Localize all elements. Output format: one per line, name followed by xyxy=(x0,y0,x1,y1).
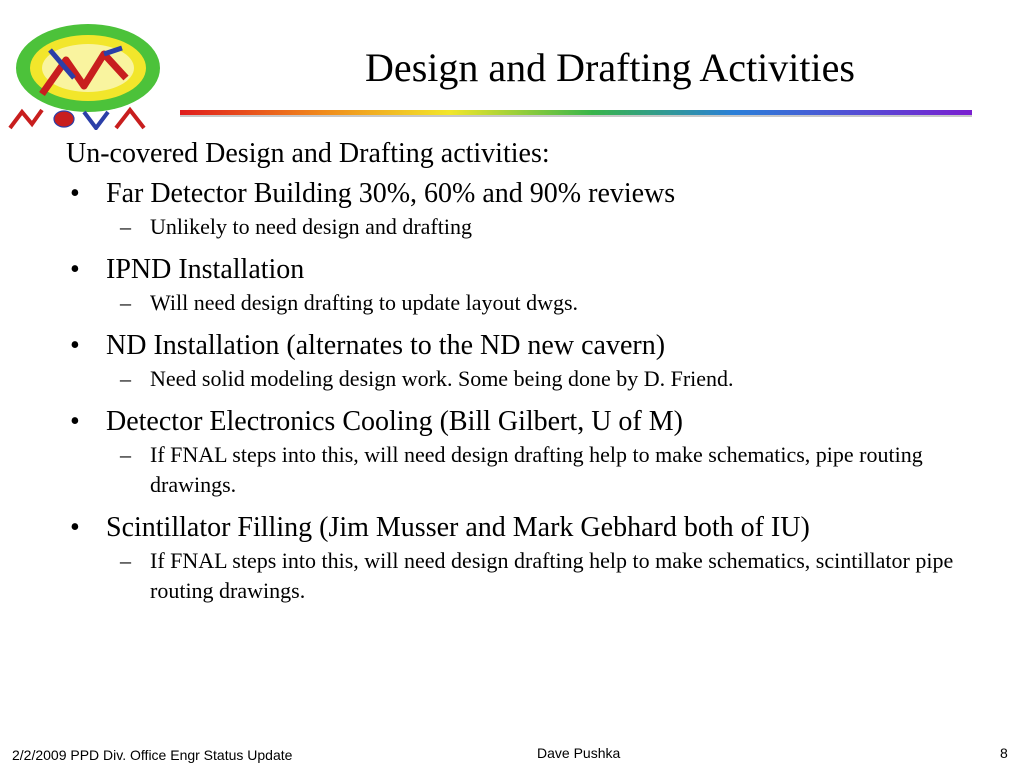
bullet-text: Scintillator Filling (Jim Musser and Mark Gebhard both of IU) xyxy=(106,512,810,543)
slide-body xyxy=(66,136,996,616)
sub-bullet-marker: – xyxy=(120,366,131,391)
bullet-marker: • xyxy=(70,330,80,361)
sub-bullet-marker: – xyxy=(120,548,131,573)
bullet-marker: • xyxy=(70,406,80,437)
sub-bullet-item xyxy=(66,212,996,242)
sub-bullet-marker: – xyxy=(120,442,131,467)
sub-bullet-item xyxy=(66,440,996,500)
bullet-marker: • xyxy=(70,178,80,209)
bullet-text: Far Detector Building 30%, 60% and 90% reviews xyxy=(106,178,676,209)
slide-title: Design and Drafting Activities xyxy=(365,45,855,90)
title-divider xyxy=(180,110,972,120)
sub-bullet-item xyxy=(66,546,996,606)
sub-bullet-text: Unlikely to need design and drafting xyxy=(150,214,472,239)
bullet-item xyxy=(66,404,996,440)
sub-bullet-item xyxy=(66,288,996,318)
bullet-item xyxy=(66,176,996,212)
bullet-item xyxy=(66,328,996,364)
sub-bullet-text: Need solid modeling design work. Some being done by D. Friend. xyxy=(150,366,734,391)
bullet-text: ND Installation (alternates to the ND new cavern) xyxy=(106,330,666,361)
sub-bullet-text: Will need design drafting to update layout dwgs. xyxy=(150,290,579,315)
nova-logo xyxy=(4,20,164,130)
bullet-marker: • xyxy=(70,512,80,543)
sub-bullet-item xyxy=(66,364,996,394)
bullet-text: IPND Installation xyxy=(106,254,305,285)
intro-text: Un-covered Design and Drafting activities: xyxy=(66,138,550,169)
footer-date-title: 2/2/2009 PPD Div. Office Engr Status Update xyxy=(12,747,293,763)
sub-bullet-marker: – xyxy=(120,290,131,315)
sub-bullet-marker: – xyxy=(120,214,131,239)
footer-author: Dave Pushka xyxy=(537,745,621,761)
bullet-item xyxy=(66,252,996,288)
bullet-text: Detector Electronics Cooling (Bill Gilbert, U of M) xyxy=(106,406,683,437)
footer-page-number: 8 xyxy=(1000,745,1008,761)
sub-bullet-text: If FNAL steps into this, will need design drafting help to make schematics, scintillator pipe routing drawings. xyxy=(150,548,954,603)
sub-bullet-text: If FNAL steps into this, will need design drafting help to make schematics, pipe routing drawings. xyxy=(150,442,923,497)
bullet-item xyxy=(66,510,996,546)
bullet-marker: • xyxy=(70,254,80,285)
